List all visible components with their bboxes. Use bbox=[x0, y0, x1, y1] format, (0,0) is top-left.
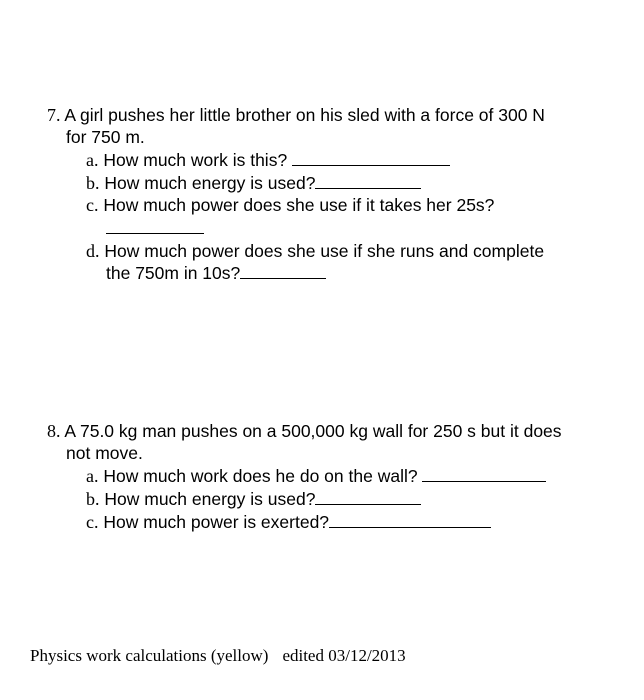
q8-stem-line2: not move. bbox=[66, 443, 143, 463]
q7-part-c bbox=[86, 194, 494, 216]
q8-stem-text-1: A 75.0 kg man pushes on a 500,000 kg wall for 250 s but it does bbox=[64, 421, 562, 441]
q7d-text-2: the 750m in 10s? bbox=[106, 263, 241, 283]
q7d-answer-blank[interactable] bbox=[240, 262, 326, 279]
q7c-label: c. bbox=[86, 195, 99, 215]
q7-part-d-line2 bbox=[106, 262, 326, 284]
footer-edited-date: edited 03/12/2013 bbox=[282, 646, 406, 665]
q7d-label: d. bbox=[86, 241, 100, 261]
q8c-text: How much power is exerted? bbox=[103, 512, 330, 532]
q7c-answer-line bbox=[106, 217, 204, 239]
q7a-text: How much work is this? bbox=[103, 150, 288, 170]
q7c-answer-blank[interactable] bbox=[106, 217, 204, 234]
q7d-text-1: How much power does she use if she runs and complete bbox=[104, 241, 545, 261]
q8b-answer-blank[interactable] bbox=[315, 488, 421, 505]
q8b-text: How much energy is used? bbox=[104, 489, 316, 509]
q7-stem-line2: for 750 m. bbox=[66, 127, 145, 147]
q8c-label: c. bbox=[86, 512, 99, 532]
q8a-answer-blank[interactable] bbox=[422, 465, 546, 482]
q7c-text: How much power does she use if it takes her 25s? bbox=[103, 195, 495, 215]
footer-title: Physics work calculations (yellow) bbox=[30, 646, 269, 665]
q8-part-b bbox=[86, 488, 421, 510]
q8c-answer-blank[interactable] bbox=[329, 511, 491, 528]
q7b-answer-blank[interactable] bbox=[315, 172, 421, 189]
q7b-text: How much energy is used? bbox=[104, 173, 316, 193]
q7-part-b bbox=[86, 172, 421, 194]
q8a-text: How much work does he do on the wall? bbox=[103, 466, 418, 486]
q7b-label: b. bbox=[86, 173, 100, 193]
q7-part-a bbox=[86, 149, 450, 171]
q8-number: 8. bbox=[47, 421, 61, 441]
q8-stem-line1 bbox=[47, 420, 562, 442]
q8b-label: b. bbox=[86, 489, 100, 509]
q7-stem-line1 bbox=[47, 104, 545, 126]
q7-stem-text-1: A girl pushes her little brother on his sled with a force of 300 N bbox=[64, 105, 545, 125]
q7-part-d bbox=[86, 240, 544, 262]
footer bbox=[30, 646, 406, 666]
q7a-label: a. bbox=[86, 150, 99, 170]
q8a-label: a. bbox=[86, 466, 99, 486]
q8-part-c bbox=[86, 511, 491, 533]
q7a-answer-blank[interactable] bbox=[292, 149, 450, 166]
q7-number: 7. bbox=[47, 105, 61, 125]
q8-part-a bbox=[86, 465, 546, 487]
